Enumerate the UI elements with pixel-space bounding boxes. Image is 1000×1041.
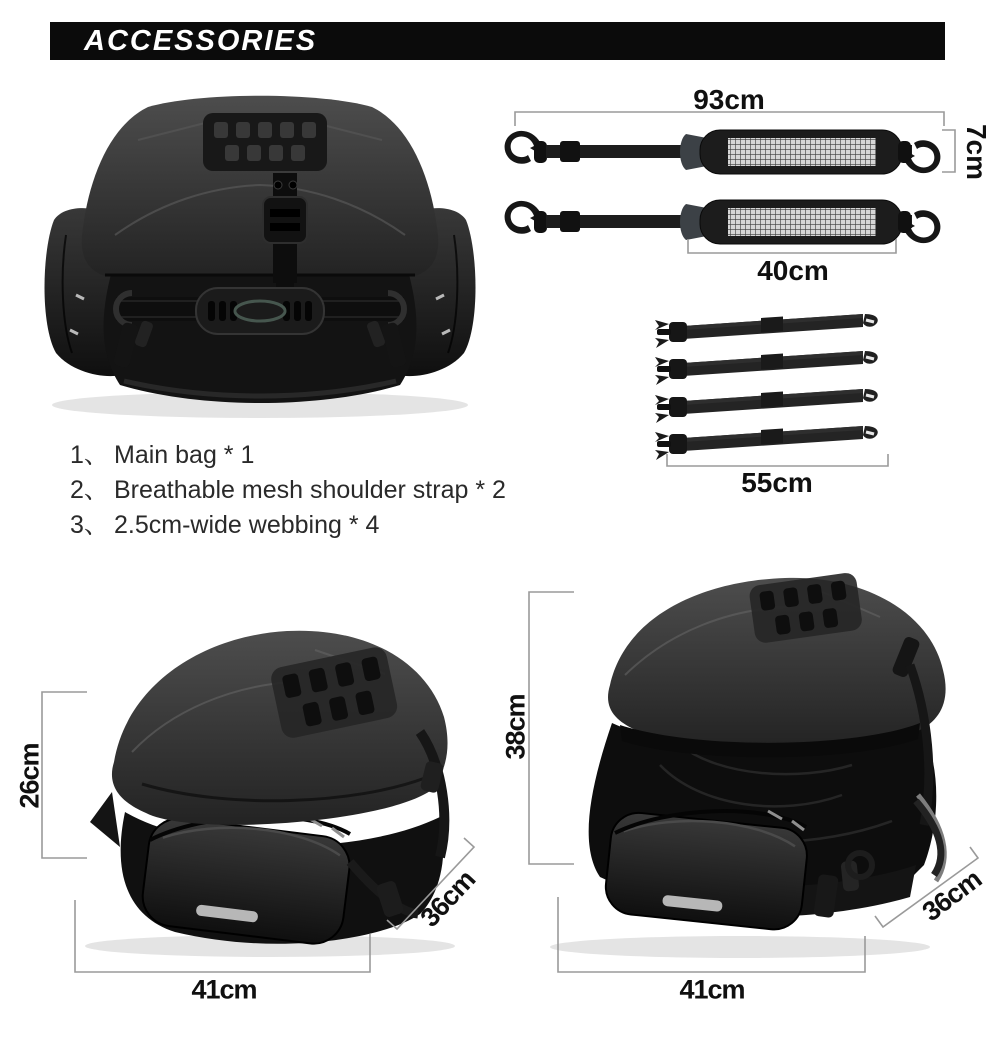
expanded-bag-photo bbox=[520, 565, 960, 973]
parts-list-item: 1、 Main bag * 1 bbox=[70, 441, 255, 469]
front-pocket bbox=[603, 810, 810, 932]
parts-list-item: 2、 Breathable mesh shoulder strap * 2 bbox=[70, 476, 506, 504]
shell-vent bbox=[203, 113, 327, 171]
bag-shadow bbox=[550, 936, 930, 958]
webbing-straps bbox=[653, 308, 893, 468]
parts-list-item: 3、 2.5cm-wide webbing * 4 bbox=[70, 511, 380, 539]
webbing-3 bbox=[655, 389, 878, 423]
banner-title: ACCESSORIES bbox=[84, 25, 318, 57]
compact-width-label: 41cm bbox=[191, 974, 257, 1005]
strap-width-label: 7cm bbox=[961, 123, 992, 181]
front-pocket bbox=[139, 815, 353, 947]
compact-height-label: 26cm bbox=[14, 743, 45, 809]
strap-length-label: 93cm bbox=[693, 84, 765, 115]
webbing-length-label: 55cm bbox=[741, 467, 813, 498]
hard-shell-top bbox=[112, 631, 448, 825]
webbing-1 bbox=[655, 314, 878, 348]
main-bag-photo bbox=[20, 85, 500, 430]
parts-list bbox=[70, 438, 506, 543]
rubber-handle bbox=[196, 288, 324, 334]
length-adjuster bbox=[560, 141, 580, 162]
expanded-depth-label: 36cm bbox=[916, 864, 987, 928]
shoulder-strap-2 bbox=[500, 194, 945, 250]
compact-depth-label: 36cm bbox=[414, 864, 481, 933]
left-hook-icon bbox=[505, 131, 547, 164]
expanded-height-label: 38cm bbox=[500, 694, 531, 760]
shoulder-strap-1 bbox=[500, 124, 945, 180]
mesh-panel bbox=[728, 138, 876, 166]
webbing-2 bbox=[655, 351, 878, 385]
rear-strap bbox=[90, 792, 120, 847]
pad-length-label: 40cm bbox=[757, 255, 829, 286]
right-hook-icon bbox=[898, 140, 940, 173]
webbing-4 bbox=[655, 426, 878, 460]
expanded-width-label: 41cm bbox=[679, 974, 745, 1005]
accessories-banner bbox=[50, 22, 945, 60]
